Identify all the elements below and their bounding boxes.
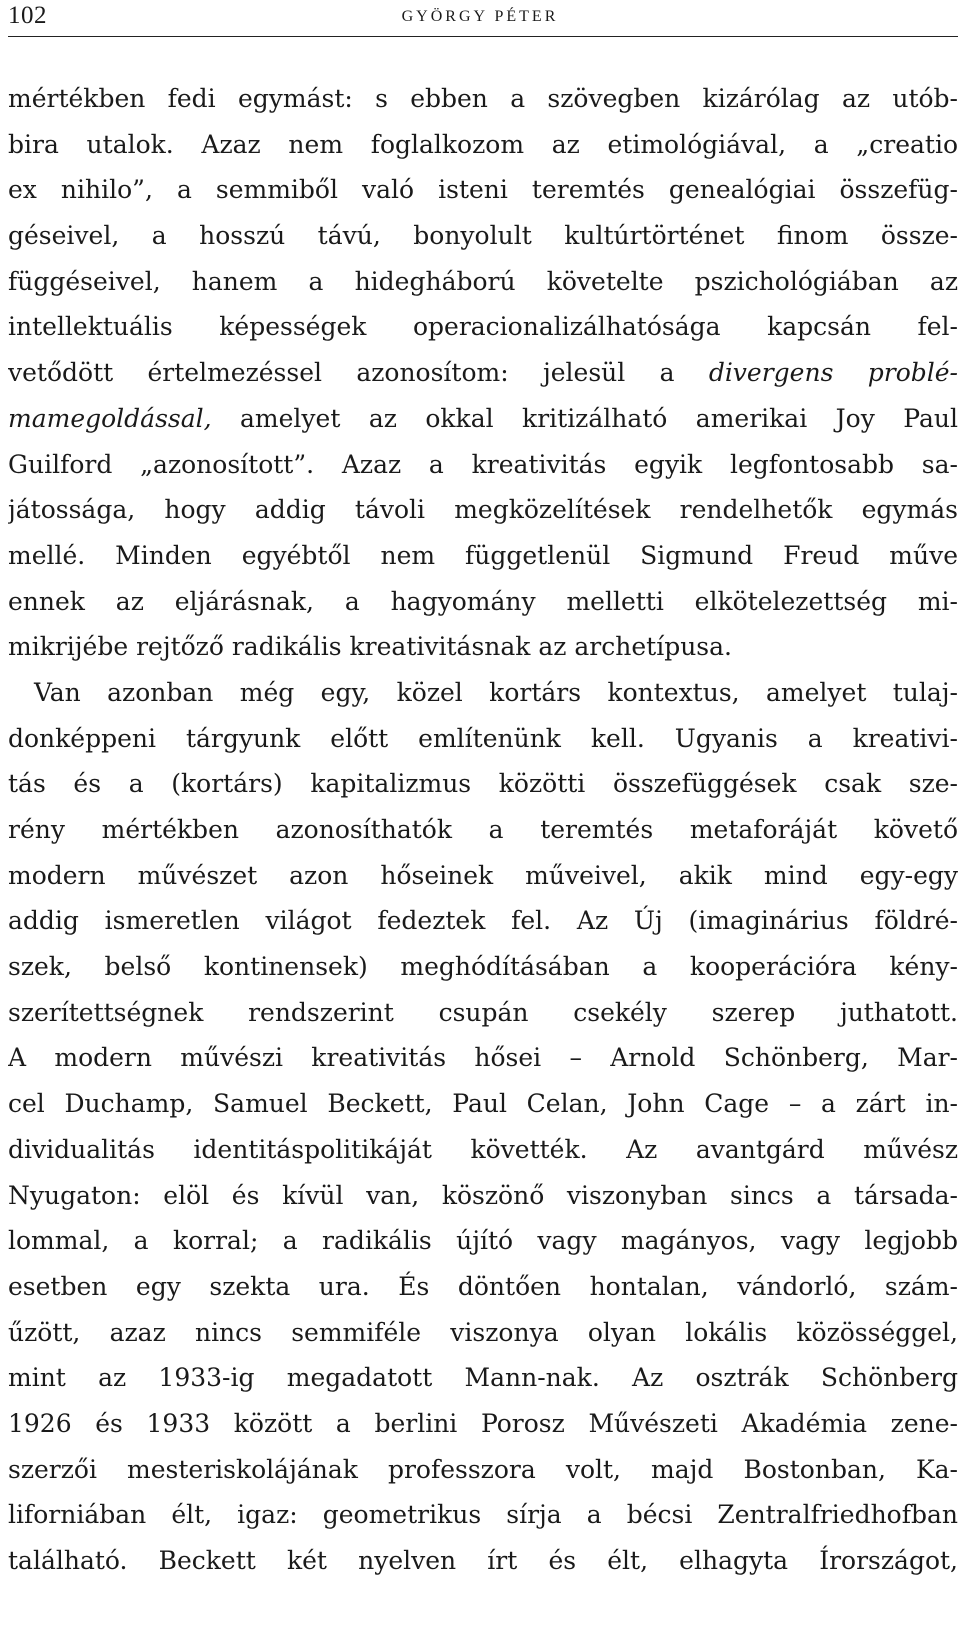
text-line: [8, 167, 958, 213]
text-line: [8, 670, 958, 716]
text-segment: mint az 1933-ig megadatott Mann-nak. Az osztrák Schönberg: [8, 1363, 958, 1393]
text-segment: mértékben fedi egymást: s ebben a szövegben kizárólag az utób-: [8, 84, 958, 113]
text-segment: tás és a (kortárs) kapitalizmus közötti összefüggések csak sze-: [8, 769, 958, 799]
text-line: [8, 1447, 958, 1493]
text-line: [8, 350, 958, 396]
text-segment: liforniában élt, igaz: geometrikus sírja a bécsi Zentralfriedhofban: [8, 1500, 958, 1530]
text-line: [8, 533, 958, 579]
text-line: [8, 442, 958, 488]
text-segment: Guilford „azonosított”. Azaz a kreativitás egyik legfontosabb sa-: [8, 449, 958, 479]
text-line: [8, 853, 958, 899]
text-segment: mikrijébe rejtőző radikális kreativitásnak az archetípusa.: [8, 632, 732, 662]
text-segment: amelyet az okkal kritizálható amerikai Joy Paul: [211, 403, 958, 433]
text-line: [8, 944, 958, 990]
text-segment: bira utalok. Azaz nem foglalkozom az etimológiával, a „creatio: [8, 129, 958, 159]
text-segment: modern művészet azon hőseinek műveivel, akik mind egy-egy: [8, 860, 958, 890]
text-segment: esetben egy szekta ura. És döntően hontalan, vándorló, szám-: [8, 1271, 958, 1301]
italic-text: divergens problé-: [708, 358, 958, 388]
text-line: [8, 898, 958, 944]
text-segment: függéseivel, hanem a hidegháború követelte pszichológiában az: [8, 266, 958, 296]
text-segment: A modern művészi kreativitás hősei – Arnold Schönberg, Mar-: [8, 1043, 958, 1073]
text-line: [8, 1310, 958, 1356]
italic-text: mamegoldással,: [8, 403, 212, 433]
text-line: [8, 761, 958, 807]
text-line: [8, 213, 958, 259]
text-line: [8, 807, 958, 853]
page-number: 102: [8, 2, 47, 29]
text-segment: lommal, a korral; a radikális újító vagy magányos, vagy legjobb: [8, 1226, 958, 1256]
text-line: [8, 1081, 958, 1127]
text-segment: ex nihilo”, a semmiből való isteni teremtés genealógiai összefüg-: [8, 175, 958, 205]
text-line: [8, 1492, 958, 1538]
body-text: [8, 76, 958, 1584]
text-line: [8, 1355, 958, 1401]
page-header: [0, 0, 960, 36]
text-line: [8, 1218, 958, 1264]
text-line: [8, 1401, 958, 1447]
text-segment: játossága, hogy addig távoli megközelítések rendelhetők egymás: [8, 495, 958, 525]
text-segment: cel Duchamp, Samuel Beckett, Paul Celan, John Cage – a zárt in-: [8, 1089, 958, 1119]
text-segment: szerzői mesteriskolájának professzora volt, majd Bostonban, Ka-: [8, 1454, 958, 1484]
text-segment: dividualitás identitáspolitikáját követték. Az avantgárd művész: [8, 1134, 958, 1164]
text-line: [8, 487, 958, 533]
text-line: [8, 76, 958, 122]
text-line: [8, 1173, 958, 1219]
text-segment: Van azonban még egy, közel kortárs kontextus, amelyet tulaj-: [34, 677, 958, 707]
text-segment: addig ismeretlen világot fedeztek fel. Az Új (imaginárius földré-: [8, 906, 958, 936]
text-line: [8, 1538, 958, 1584]
text-segment: űzött, azaz nincs semmiféle viszonya olyan lokális közösséggel,: [8, 1317, 958, 1347]
text-segment: ennek az eljárásnak, a hagyomány melletti elkötelezettség mi-: [8, 586, 958, 616]
text-line: [8, 990, 958, 1036]
text-line: [8, 716, 958, 762]
text-segment: intellektuális képességek operacionalizálhatósága kapcsán fel-: [8, 312, 958, 342]
text-line: [8, 259, 958, 305]
text-segment: vetődött értelmezéssel azonosítom: jelesül a: [8, 358, 709, 388]
text-line: [8, 396, 958, 442]
text-segment: rény mértékben azonosíthatók a teremtés metaforáját követő: [8, 815, 958, 844]
text-segment: 1926 és 1933 között a berlini Porosz Művészeti Akadémia zene-: [8, 1408, 958, 1438]
text-line: [8, 1264, 958, 1310]
text-line: [8, 1127, 958, 1173]
text-segment: Nyugaton: elöl és kívül van, köszönő viszonyban sincs a társada-: [8, 1180, 958, 1210]
text-segment: szerítettségnek rendszerint csupán csekély szerep juthatott.: [8, 997, 958, 1027]
text-segment: szek, belső kontinensek) meghódításában a kooperációra kény-: [8, 952, 958, 982]
text-segment: donképpeni tárgyunk előtt említenünk kell. Ugyanis a kreativi-: [8, 723, 958, 753]
text-line: [8, 122, 958, 168]
text-segment: géseivel, a hosszú távú, bonyolult kultúrtörténet finom össze-: [8, 221, 958, 251]
text-segment: található. Beckett két nyelven írt és élt, elhagyta Írországot,: [8, 1546, 958, 1575]
text-segment: mellé. Minden egyébtől nem függetlenül Sigmund Freud műve: [8, 540, 958, 570]
header-rule: [8, 36, 958, 37]
text-line: [8, 304, 958, 350]
text-line: [8, 624, 958, 670]
text-line: [8, 1035, 958, 1081]
running-head: GYÖRGY PÉTER: [401, 8, 559, 25]
text-line: [8, 579, 958, 625]
